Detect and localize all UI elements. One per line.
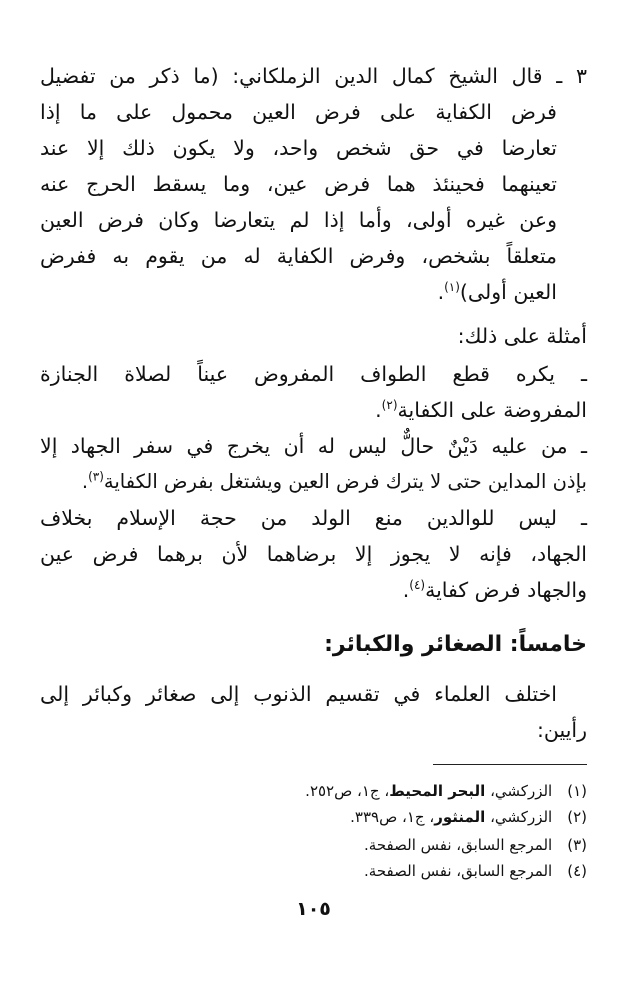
examples-label: أمثلة على ذلك: [457,324,587,348]
footnote-4: (٤) المرجع السابق، نفس الصفحة. [60,858,587,884]
item3-line-1 [40,58,587,94]
example-3-line-3: والجهاد فرض كفاية$^{(٤)}$. [402,578,587,602]
item3-line-4: تعينهما فحينئذ هما فرض عين، وما يسقط الحرج عنه [40,172,557,196]
footnote-number: (٣) [567,836,587,854]
footnote-number: (١) [567,782,587,800]
example-3-line-1: ـ ليس للوالدين منع الولد من حجة الإسلام بخلاف [40,506,587,530]
page-number: ١٠٥ [296,898,331,920]
footnote-2: (٢) الزركشي، المنثور، ج١، ص٣٣٩. [60,804,587,830]
item3-line-7: العين أولى)$^{(١)}$. [437,280,557,304]
example-1-line-2: المفروضة على الكفاية$^{(٢)}$. [375,398,587,422]
book-title: المنثور [434,808,486,826]
example-1-line-1: ـ يكره قطع الطواف المفروض عيناً لصلاة الجنازة [40,362,587,386]
item3-line-3: تعارضا في حق شخص واحد، ولا يكون ذلك إلا عند [40,136,557,160]
item-number: ٣ ـ [556,64,587,88]
footnote-3: (٣) المرجع السابق، نفس الصفحة. [60,832,587,858]
intro-line-1: اختلف العلماء في تقسيم الذنوب إلى صغائر وكبائر إلى [40,682,557,706]
footnote-divider [433,764,587,765]
item3-line-2: فرض الكفاية على فرض العين محمول على ما إذا [40,100,557,124]
example-3-line-2: الجهاد، فإنه لا يجوز إلا برضاهما لأن برهما فرض عين [40,542,587,566]
footnote-ref: (٢) [381,398,398,413]
footnote-number: (٤) [567,862,587,880]
footnote-number: (٢) [567,808,587,826]
footnote-ref: (٣) [88,469,104,484]
footnote-ref: (١) [444,280,460,295]
example-2-line-1: ـ من عليه دَيْنٌ حالٌّ ليس له أن يخرج في سفر الجهاد إلا [40,434,587,458]
example-2-line-2: بإذن المداين حتى لا يترك فرض العين ويشتغل بفرض الكفاية$^{(٣)}$. [81,469,587,493]
intro-line-2: رأيين: [537,718,587,742]
footnote-1: (١) الزركشي، البحر المحيط، ج١، ص٢٥٢. [60,778,587,804]
item3-line-6: متعلقاً بشخص، وفرض الكفاية له من يقوم به ففرض [40,244,557,268]
footnote-ref: (٤) [409,578,426,593]
section-heading: خامساً: الصغائر والكبائر: [324,632,587,657]
item3-text-1: قال الشيخ كمال الدين الزملكاني: (ما ذكر من تفضيل [40,64,543,88]
item3-line-5: وعن غيره أولى، وأما إذا لم يتعارضا وكان فرض العين [40,208,557,232]
book-title: البحر المحيط [389,782,486,800]
